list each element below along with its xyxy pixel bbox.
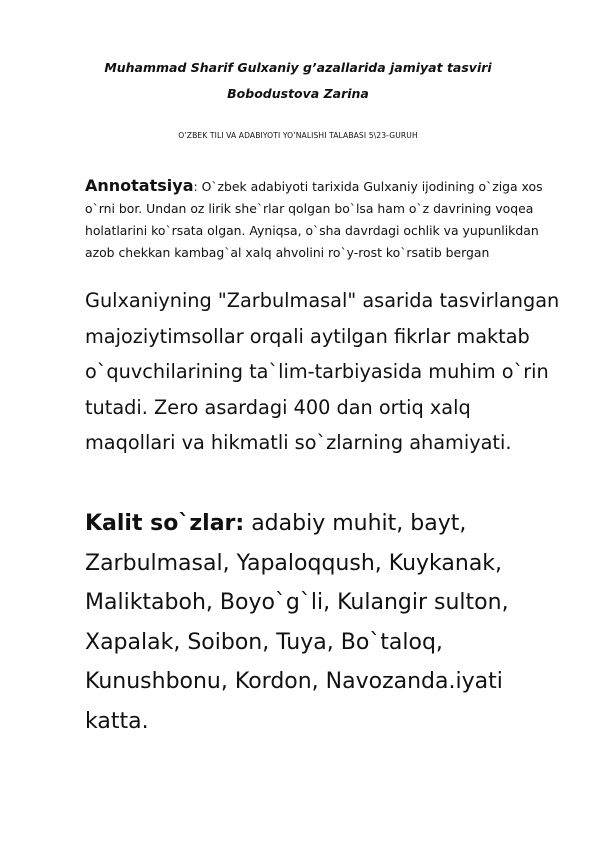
document-title: Muhammad Sharif Gulxaniy g’azallarida jamiyat tasviri	[104, 60, 492, 75]
abstract-text: : O`zbek adabiyoti tarixida Gulxaniy ijodining o`ziga xos o`rni bor. Undan oz lirik she`rlar qolgan bo`lsa ham o`z davrining voqea holatlarini ko`rsata olgan. Ayniqsa, o`sha davrdagi ochlik va yupunlikdan azob chekkan kambag`al xalq ahvolini ro`y-rost ko`rsatib bergan	[85, 179, 543, 260]
keywords-heading: Kalit so`zlar:	[85, 511, 245, 536]
abstract-heading: Annotatsiya	[85, 176, 194, 195]
abstract-paragraph	[85, 175, 565, 264]
author-name: Bobodustova Zarina	[227, 86, 369, 101]
keywords-paragraph	[85, 504, 555, 741]
body-paragraph: Gulxaniyning "Zarbulmasal" asarida tasvirlangan majoziytimsollar orqali aytilgan fikrlar maktab o`quvchilarining ta`lim-tarbiyasida muhim o`rin tutadi. Zero asardagi 400 dan ortiq xalq maqollari va hikmatli so`zlarning ahamiyati.	[85, 289, 560, 454]
author-affiliation: O’ZBEK TILI VA ADABIYOTI YO’NALISHI TALABASI 5\23-GURUH	[178, 131, 418, 140]
keywords-text: adabiy muhit, bayt, Zarbulmasal, Yapaloqqush, Kuykanak, Maliktaboh, Boyo`g`li, Kulangir sulton, Xapalak, Soibon, Tuya, Bo`taloq, Kunushbonu, Kordon, Navozanda.iyati katta.	[85, 511, 509, 734]
